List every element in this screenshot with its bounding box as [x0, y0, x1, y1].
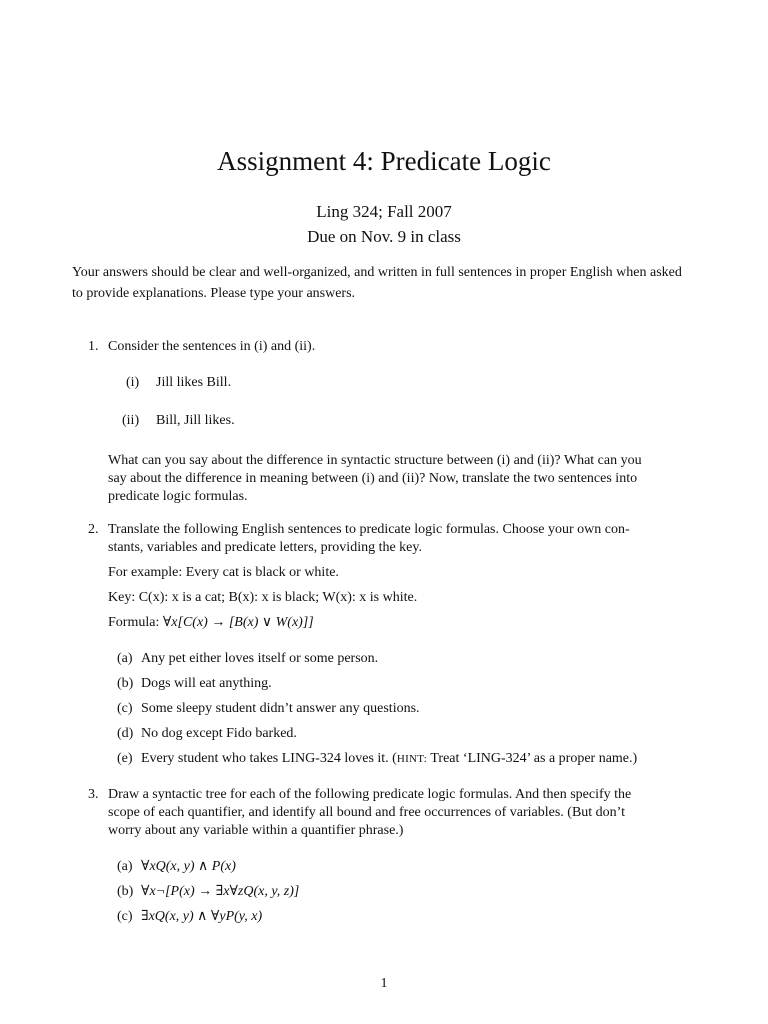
q2-item-text: Dogs will eat anything.	[141, 676, 272, 691]
q2-item-text: Any pet either loves itself or some person.	[141, 651, 379, 666]
q1-prompt: Consider the sentences in (i) and (ii).	[108, 339, 316, 354]
q3-item-label: (c)	[117, 909, 133, 924]
q2-formula: ∀x[C(x) → [B(x) ∨ W(x)]]	[162, 615, 314, 630]
q2-item-text: No dog except Fido barked.	[141, 726, 297, 741]
q3-prompt-line: Draw a syntactic tree for each of the following predicate logic formulas. And then specify the	[108, 787, 632, 802]
q2-item-text: Some sleepy student didn’t answer any questions.	[141, 701, 420, 716]
q2-item-label: (b)	[117, 676, 134, 691]
q2-item-label: (d)	[117, 726, 134, 741]
page-number: 1	[380, 976, 388, 991]
q2-item-text: Every student who takes LING-324 loves it. (	[141, 751, 397, 766]
q1-followup-line: predicate logic formulas.	[108, 489, 248, 504]
q3-prompt-line: scope of each quantifier, and identify all bound and free occurrences of variables. (But don’t	[108, 805, 625, 820]
q1-sentence-text: Jill likes Bill.	[156, 375, 232, 390]
q2-formula-row	[108, 614, 314, 632]
page-title: Assignment 4: Predicate Logic	[217, 146, 551, 176]
q1-sentence-label: (i)	[126, 375, 140, 390]
q3-formula: ∀xQ(x, y) ∧ P(x)	[141, 859, 236, 874]
q3-prompt-line: worry about any variable within a quantifier phrase.)	[108, 823, 404, 838]
q2-item-label: (a)	[117, 651, 133, 666]
q2-example: For example: Every cat is black or white.	[108, 565, 339, 580]
q2-key: Key: C(x): x is a cat; B(x): x is black; W(x): x is white.	[108, 590, 418, 605]
q2-prompt-line: stants, variables and predicate letters, providing the key.	[108, 540, 422, 555]
hint-text: Treat ‘LING-324’ as a proper name.)	[427, 751, 638, 766]
q2-number: 2.	[88, 522, 99, 537]
q2-item-label: (e)	[117, 751, 133, 766]
q3-item-label: (a)	[117, 859, 133, 874]
q1-followup-line: say about the difference in meaning between (i) and (ii)? Now, translate the two sentences into	[108, 471, 638, 486]
q1-number: 1.	[88, 339, 99, 354]
q2-prompt-line: Translate the following English sentences to predicate logic formulas. Choose your own con-	[108, 522, 630, 537]
q3-number: 3.	[88, 787, 99, 802]
q2-item-label: (c)	[117, 701, 133, 716]
q3-formula: ∀x¬[P(x) → ∃x∀zQ(x, y, z)]	[141, 884, 300, 899]
hint-label: HINT:	[396, 753, 428, 765]
due-line: Due on Nov. 9 in class	[307, 227, 461, 246]
q1-sentence-label: (ii)	[122, 413, 140, 428]
q1-followup-line: What can you say about the difference in syntactic structure between (i) and (ii)? What can you	[108, 453, 642, 468]
q3-item-label: (b)	[117, 884, 134, 899]
q2-formula-label: Formula:	[108, 615, 160, 630]
q1-sentence-text: Bill, Jill likes.	[156, 413, 235, 428]
course-line: Ling 324; Fall 2007	[316, 202, 452, 221]
q3-formula: ∃xQ(x, y) ∧ ∀yP(y, x)	[141, 909, 263, 924]
q2-item-e	[141, 750, 637, 768]
intro-paragraph: Your answers should be clear and well-organized, and written in full sentences in proper English when asked to provide explanations. Please type your answers.	[72, 265, 682, 301]
